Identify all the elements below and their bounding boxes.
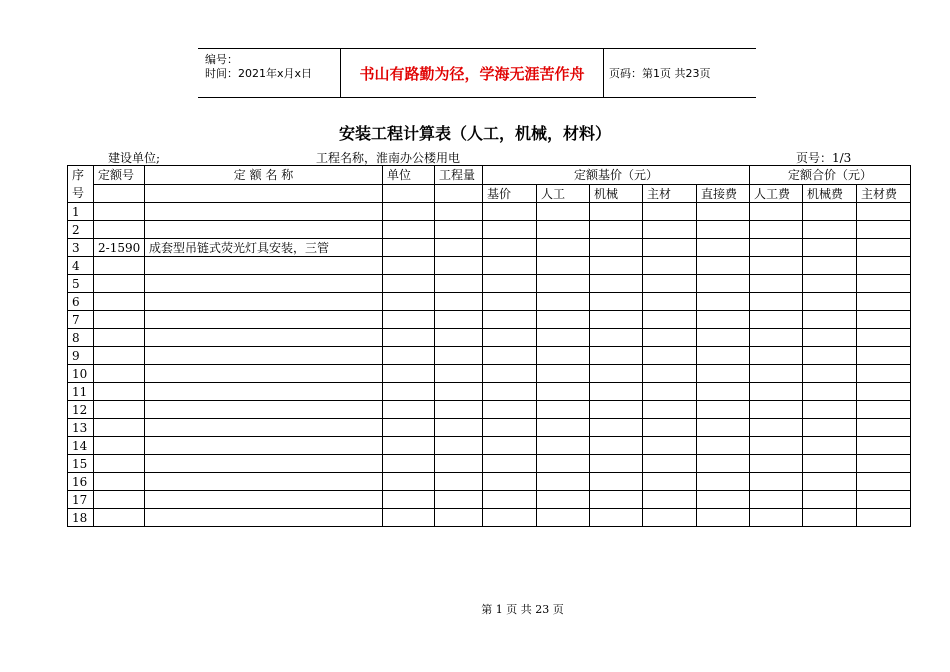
cell-empty [383, 239, 435, 257]
cell-empty [697, 455, 750, 473]
cell-empty [697, 365, 750, 383]
cell-empty [857, 329, 911, 347]
cell-empty [697, 509, 750, 527]
cell-code [94, 491, 145, 509]
cell-empty [590, 203, 643, 221]
cell-empty [483, 473, 537, 491]
cell-empty [590, 293, 643, 311]
cell-code [94, 365, 145, 383]
cell-empty [643, 491, 697, 509]
cell-empty [537, 455, 590, 473]
cell-empty [537, 383, 590, 401]
table-row [68, 437, 911, 455]
cell-empty [803, 329, 857, 347]
cell-name [145, 293, 383, 311]
cell-empty [435, 509, 483, 527]
cell-name [145, 473, 383, 491]
cell-empty [590, 455, 643, 473]
subhead-blank [145, 184, 383, 203]
builder-label: 建设单位; [108, 151, 161, 165]
cell-empty [383, 419, 435, 437]
cell-code [94, 311, 145, 329]
cell-empty [435, 383, 483, 401]
cell-empty [803, 365, 857, 383]
number-label: 编号： [205, 53, 238, 66]
table-row [68, 509, 911, 527]
cell-empty [697, 239, 750, 257]
cell-empty [435, 473, 483, 491]
cell-code [94, 203, 145, 221]
cell-seq: 5 [68, 275, 94, 293]
cell-empty [483, 239, 537, 257]
cell-empty [643, 275, 697, 293]
cell-empty [750, 401, 803, 419]
cell-empty [697, 347, 750, 365]
cell-code [94, 275, 145, 293]
cell-seq: 15 [68, 455, 94, 473]
cell-empty [697, 293, 750, 311]
cell-empty [750, 437, 803, 455]
cell-seq: 4 [68, 257, 94, 275]
cell-empty [750, 257, 803, 275]
cell-empty [383, 455, 435, 473]
cell-empty [590, 473, 643, 491]
base-col-header: 直接费 [697, 184, 750, 203]
cell-empty [483, 365, 537, 383]
base-col-header: 人工 [537, 184, 590, 203]
cell-empty [750, 383, 803, 401]
cell-name: 成套型吊链式荧光灯具安装，三管 [145, 239, 383, 257]
cell-empty [537, 329, 590, 347]
cell-empty [857, 203, 911, 221]
cell-empty [857, 491, 911, 509]
cell-empty [643, 221, 697, 239]
cell-code: 2-1590 [94, 239, 145, 257]
cell-empty [483, 293, 537, 311]
cell-empty [483, 491, 537, 509]
cell-seq: 12 [68, 401, 94, 419]
cell-empty [750, 347, 803, 365]
table-row [68, 275, 911, 293]
cell-empty [803, 203, 857, 221]
cell-empty [803, 419, 857, 437]
cell-seq: 9 [68, 347, 94, 365]
cell-seq: 11 [68, 383, 94, 401]
col-code-header: 定额号 [94, 166, 145, 185]
date-line: 时间：2021年x月x日 [205, 67, 313, 80]
base-col-header: 机械 [590, 184, 643, 203]
header-info-cell [198, 49, 340, 97]
cell-empty [435, 239, 483, 257]
cell-empty [750, 509, 803, 527]
cell-empty [537, 203, 590, 221]
cell-empty [643, 473, 697, 491]
cell-empty [750, 221, 803, 239]
cell-empty [750, 491, 803, 509]
base-price-group-header: 定额基价（元） [483, 166, 750, 185]
cell-empty [803, 293, 857, 311]
col-seq-header: 序号 [68, 166, 94, 203]
cell-empty [590, 329, 643, 347]
cell-empty [383, 383, 435, 401]
table-row [68, 365, 911, 383]
cell-empty [750, 473, 803, 491]
cell-empty [435, 203, 483, 221]
cell-empty [750, 419, 803, 437]
cell-empty [643, 509, 697, 527]
cell-empty [857, 293, 911, 311]
cell-empty [383, 509, 435, 527]
table-row [68, 293, 911, 311]
subhead-blank [435, 184, 483, 203]
cell-empty [750, 275, 803, 293]
table-row [68, 257, 911, 275]
cell-empty [803, 239, 857, 257]
page-number: 页号：1/3 [796, 151, 852, 165]
total-col-header: 机械费 [803, 184, 857, 203]
cell-empty [590, 347, 643, 365]
cell-empty [697, 221, 750, 239]
cell-empty [643, 365, 697, 383]
cell-empty [435, 293, 483, 311]
cell-empty [483, 419, 537, 437]
cell-empty [803, 347, 857, 365]
cell-empty [383, 347, 435, 365]
cell-empty [857, 347, 911, 365]
cell-code [94, 473, 145, 491]
cell-empty [483, 311, 537, 329]
subhead-blank [383, 184, 435, 203]
cell-empty [697, 383, 750, 401]
cell-empty [803, 383, 857, 401]
cell-empty [643, 455, 697, 473]
cell-seq: 16 [68, 473, 94, 491]
cell-seq: 8 [68, 329, 94, 347]
table-row [68, 419, 911, 437]
cell-name [145, 203, 383, 221]
cell-empty [750, 365, 803, 383]
cell-seq: 6 [68, 293, 94, 311]
cell-empty [803, 275, 857, 293]
base-col-header: 基价 [483, 184, 537, 203]
cell-seq: 14 [68, 437, 94, 455]
cell-empty [750, 311, 803, 329]
cell-seq: 17 [68, 491, 94, 509]
cell-empty [643, 311, 697, 329]
cell-empty [643, 383, 697, 401]
base-col-header: 主材 [643, 184, 697, 203]
cell-empty [537, 311, 590, 329]
cell-empty [803, 491, 857, 509]
cell-empty [643, 257, 697, 275]
cell-code [94, 347, 145, 365]
cell-empty [435, 329, 483, 347]
cell-empty [537, 509, 590, 527]
cell-empty [697, 473, 750, 491]
cell-seq: 1 [68, 203, 94, 221]
cell-name [145, 455, 383, 473]
table-row [68, 455, 911, 473]
cell-empty [697, 275, 750, 293]
project-name: 工程名称，淮南办公楼用电 [316, 151, 461, 165]
cell-empty [857, 221, 911, 239]
cell-name [145, 275, 383, 293]
cell-empty [857, 275, 911, 293]
table-row [68, 491, 911, 509]
cell-empty [590, 365, 643, 383]
cell-empty [750, 455, 803, 473]
cell-empty [537, 257, 590, 275]
cell-empty [590, 419, 643, 437]
cell-empty [383, 473, 435, 491]
cell-empty [483, 455, 537, 473]
cell-empty [697, 329, 750, 347]
cell-empty [383, 491, 435, 509]
cell-empty [383, 311, 435, 329]
cell-empty [383, 437, 435, 455]
cell-empty [383, 203, 435, 221]
cell-empty [590, 491, 643, 509]
cell-empty [857, 473, 911, 491]
cell-empty [697, 257, 750, 275]
cell-empty [435, 221, 483, 239]
cell-empty [643, 347, 697, 365]
cell-empty [483, 383, 537, 401]
cell-name [145, 221, 383, 239]
cell-name [145, 491, 383, 509]
cell-empty [857, 401, 911, 419]
cell-empty [483, 509, 537, 527]
cell-empty [750, 239, 803, 257]
cell-name [145, 401, 383, 419]
cell-empty [383, 257, 435, 275]
col-name-header: 定 额 名 称 [145, 166, 383, 185]
cell-name [145, 365, 383, 383]
cell-empty [590, 221, 643, 239]
cell-empty [643, 329, 697, 347]
cell-empty [857, 365, 911, 383]
cell-empty [435, 419, 483, 437]
cell-empty [590, 311, 643, 329]
cell-empty [483, 221, 537, 239]
cell-empty [857, 383, 911, 401]
calculation-table [67, 165, 911, 527]
cell-empty [803, 437, 857, 455]
table-row [68, 329, 911, 347]
cell-empty [803, 221, 857, 239]
cell-empty [483, 401, 537, 419]
cell-empty [643, 401, 697, 419]
cell-name [145, 509, 383, 527]
cell-empty [435, 347, 483, 365]
cell-empty [537, 347, 590, 365]
cell-empty [857, 455, 911, 473]
document-title: 安装工程计算表（人工，机械，材料） [338, 124, 611, 143]
cell-empty [857, 257, 911, 275]
cell-empty [590, 275, 643, 293]
cell-empty [483, 203, 537, 221]
cell-empty [435, 455, 483, 473]
cell-empty [483, 437, 537, 455]
cell-empty [590, 383, 643, 401]
cell-seq: 13 [68, 419, 94, 437]
cell-empty [435, 275, 483, 293]
cell-empty [383, 365, 435, 383]
cell-empty [697, 311, 750, 329]
cell-name [145, 311, 383, 329]
cell-seq: 3 [68, 239, 94, 257]
cell-name [145, 383, 383, 401]
total-col-header: 人工费 [750, 184, 803, 203]
cell-seq: 18 [68, 509, 94, 527]
table-row [68, 221, 911, 239]
cell-seq: 10 [68, 365, 94, 383]
cell-name [145, 257, 383, 275]
cell-empty [643, 239, 697, 257]
cell-code [94, 257, 145, 275]
cell-empty [483, 329, 537, 347]
subhead-blank [94, 184, 145, 203]
cell-empty [537, 239, 590, 257]
cell-empty [857, 437, 911, 455]
cell-empty [857, 239, 911, 257]
cell-code [94, 419, 145, 437]
cell-empty [643, 437, 697, 455]
cell-empty [383, 221, 435, 239]
cell-name [145, 329, 383, 347]
cell-empty [590, 401, 643, 419]
cell-code [94, 437, 145, 455]
cell-empty [483, 257, 537, 275]
cell-empty [590, 257, 643, 275]
cell-empty [750, 293, 803, 311]
cell-empty [643, 203, 697, 221]
cell-empty [383, 293, 435, 311]
total-col-header: 主材费 [857, 184, 911, 203]
cell-empty [435, 311, 483, 329]
cell-empty [750, 329, 803, 347]
cell-empty [697, 203, 750, 221]
cell-empty [803, 257, 857, 275]
cell-code [94, 383, 145, 401]
cell-empty [435, 491, 483, 509]
table-row [68, 401, 911, 419]
cell-empty [643, 419, 697, 437]
cell-empty [590, 239, 643, 257]
cell-empty [537, 275, 590, 293]
cell-code [94, 293, 145, 311]
total-price-group-header: 定额合价（元） [750, 166, 911, 185]
cell-empty [857, 419, 911, 437]
cell-name [145, 437, 383, 455]
cell-empty [590, 509, 643, 527]
table-row [68, 239, 911, 257]
cell-empty [483, 275, 537, 293]
cell-code [94, 509, 145, 527]
cell-empty [537, 419, 590, 437]
cell-empty [590, 437, 643, 455]
cell-empty [435, 401, 483, 419]
cell-name [145, 419, 383, 437]
cell-empty [537, 365, 590, 383]
cell-seq: 7 [68, 311, 94, 329]
cell-empty [537, 437, 590, 455]
cell-empty [697, 437, 750, 455]
table-row [68, 347, 911, 365]
cell-seq: 2 [68, 221, 94, 239]
cell-empty [803, 401, 857, 419]
cell-empty [857, 311, 911, 329]
cell-empty [537, 293, 590, 311]
col-qty-header: 工程量 [435, 166, 483, 185]
col-unit-header: 单位 [383, 166, 435, 185]
cell-empty [537, 401, 590, 419]
cell-empty [435, 257, 483, 275]
cell-code [94, 329, 145, 347]
cell-empty [435, 437, 483, 455]
cell-empty [483, 347, 537, 365]
cell-empty [537, 491, 590, 509]
cell-empty [697, 401, 750, 419]
page-footer: 第 1 页 共 23 页 [481, 603, 564, 616]
cell-code [94, 221, 145, 239]
cell-empty [537, 473, 590, 491]
table-row [68, 203, 911, 221]
cell-code [94, 401, 145, 419]
cell-empty [857, 509, 911, 527]
cell-empty [383, 275, 435, 293]
header-page-info: 页码：第1页 共23页 [609, 67, 711, 80]
table-row [68, 383, 911, 401]
cell-empty [803, 473, 857, 491]
cell-empty [435, 365, 483, 383]
cell-empty [643, 293, 697, 311]
cell-empty [697, 491, 750, 509]
page-header [198, 48, 756, 98]
cell-name [145, 347, 383, 365]
table-row [68, 473, 911, 491]
cell-empty [803, 455, 857, 473]
cell-empty [803, 311, 857, 329]
cell-empty [697, 419, 750, 437]
cell-empty [803, 509, 857, 527]
cell-empty [383, 329, 435, 347]
cell-empty [383, 401, 435, 419]
cell-code [94, 455, 145, 473]
cell-empty [750, 203, 803, 221]
motto-banner: 书山有路勤为径，学海无涯苦作舟 [340, 49, 604, 97]
cell-empty [537, 221, 590, 239]
table-row [68, 311, 911, 329]
